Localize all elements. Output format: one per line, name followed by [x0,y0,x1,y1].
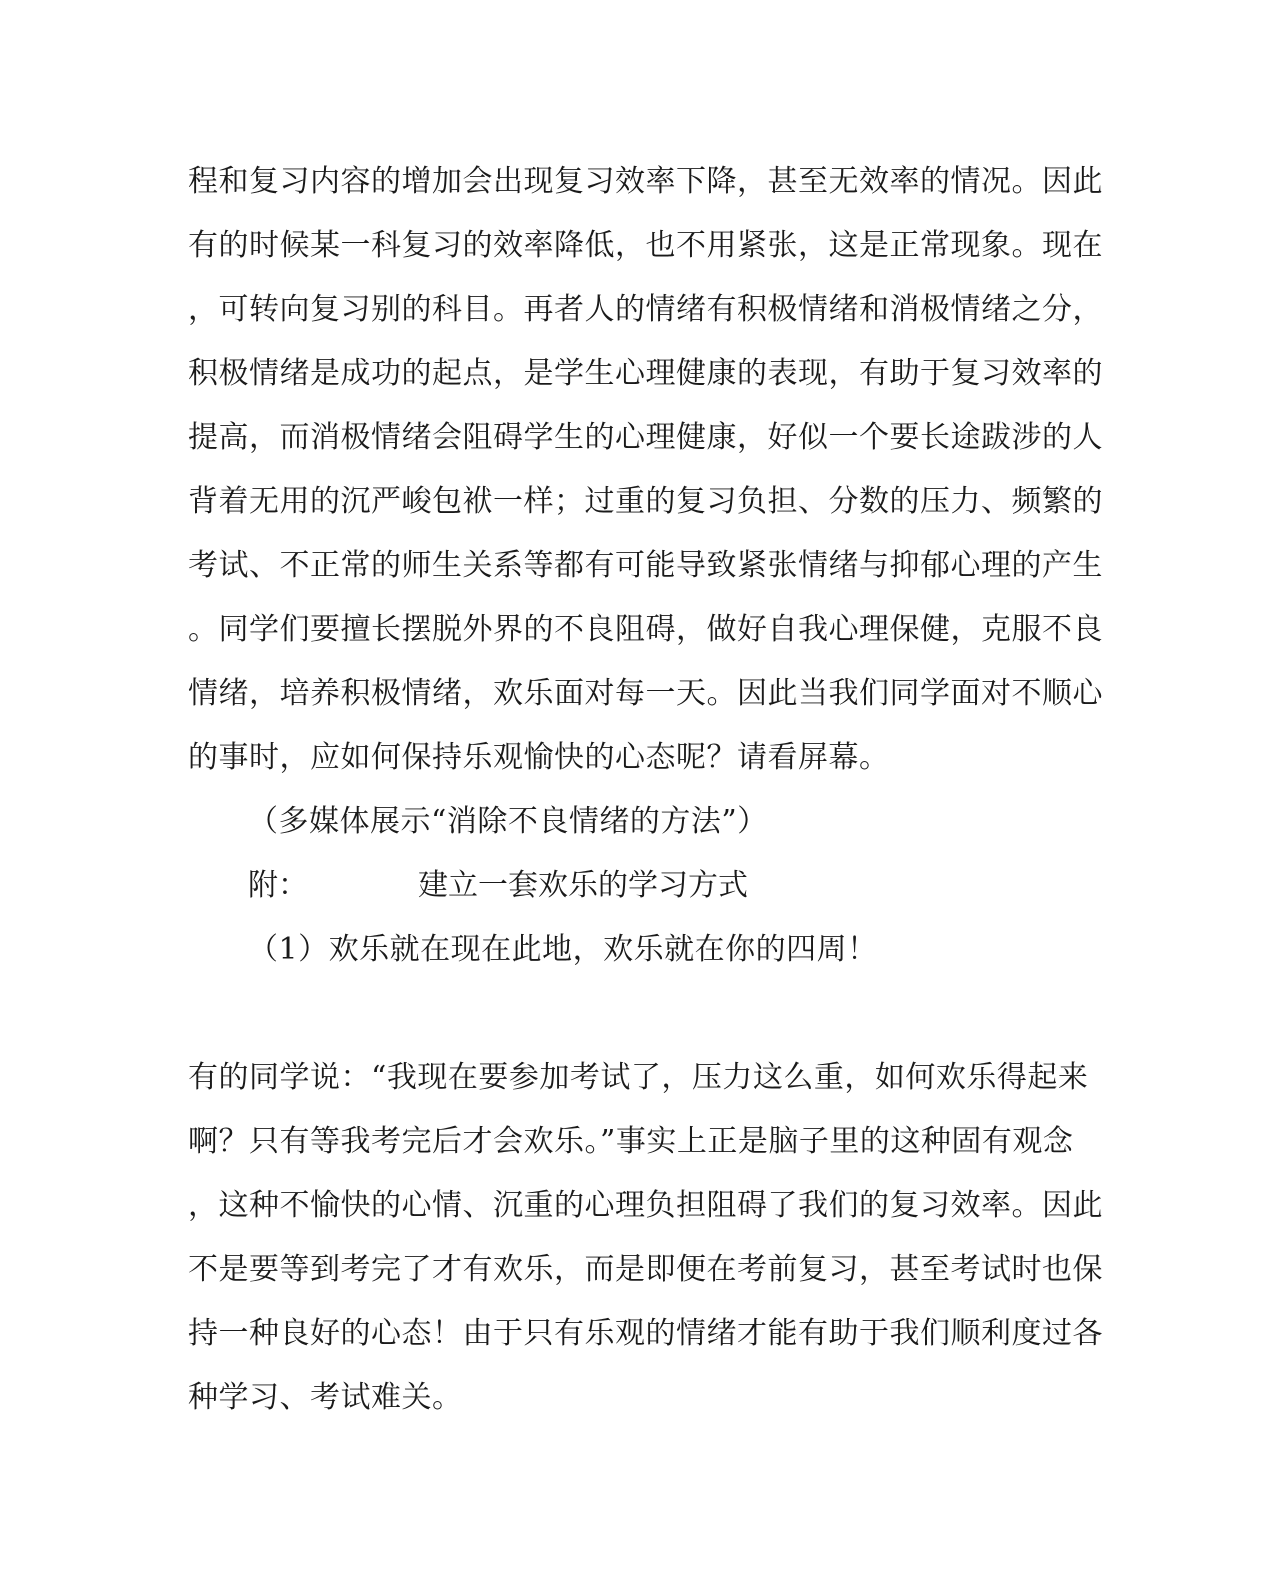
point-1: （1）欢乐就在现在此地，欢乐就在你的四周！ [248,932,878,967]
attachment-title: 建立一套欢乐的学习方式 [418,868,748,903]
paragraph-1-line-2: 有的时候某一科复习的效率降低，也不用紧张，这是正常现象。现在 [188,228,1103,263]
paragraph-2-line-3: ，这种不愉快的心情、沉重的心理负担阻碍了我们的复习效率。因此 [188,1188,1103,1223]
paragraph-1-line-7: 考试、不正常的师生关系等都有可能导致紧张情绪与抑郁心理的产生 [188,548,1103,583]
paragraph-1-line-5: 提高，而消极情绪会阻碍学生的心理健康，好似一个要长途跋涉的人 [188,420,1103,455]
paragraph-2-line-1: 有的同学说：“我现在要参加考试了，压力这么重，如何欢乐得起来 [188,1060,1089,1095]
paragraph-2-line-4: 不是要等到考完了才有欢乐，而是即便在考前复习，甚至考试时也保 [188,1252,1103,1287]
paragraph-1-line-9: 情绪，培养积极情绪，欢乐面对每一天。因此当我们同学面对不顺心 [188,676,1103,711]
paragraph-1-line-1: 程和复习内容的增加会出现复习效率下降，甚至无效率的情况。因此 [188,164,1103,199]
paragraph-1-line-6: 背着无用的沉严峻包袱一样；过重的复习负担、分数的压力、频繁的 [188,484,1103,519]
paragraph-2-line-5: 持一种良好的心态！由于只有乐观的情绪才能有助于我们顺利度过各 [188,1316,1103,1351]
paragraph-2-line-6: 种学习、考试难关。 [188,1380,463,1415]
paragraph-1-line-10: 的事时，应如何保持乐观愉快的心态呢？请看屏幕。 [188,740,890,775]
attachment-label: 附： [248,868,308,903]
paragraph-2-line-2: 啊？只有等我考完后才会欢乐。”事实上正是脑子里的这种固有观念 [188,1124,1074,1159]
paragraph-1-line-4: 积极情绪是成功的起点，是学生心理健康的表现，有助于复习效率的 [188,356,1103,391]
paragraph-1-line-8: 。同学们要擅长摆脱外界的不良阻碍，做好自我心理保健，克服不良 [188,612,1103,647]
media-note: （多媒体展示“消除不良情绪的方法”） [248,804,768,839]
paragraph-1-line-3: ，可转向复习别的科目。再者人的情绪有积极情绪和消极情绪之分， [188,292,1103,327]
